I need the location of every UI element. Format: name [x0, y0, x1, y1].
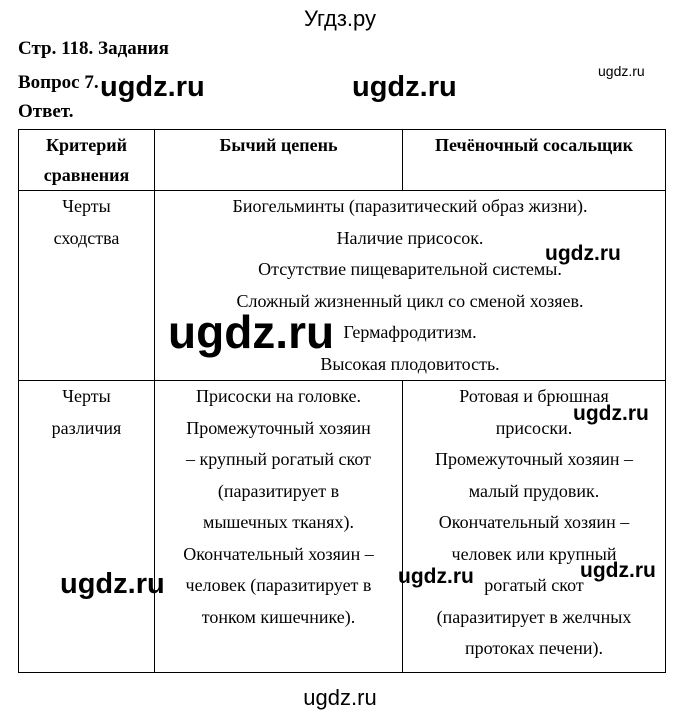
watermark: ugdz.ru	[545, 242, 621, 265]
page-reference: Стр. 118. Задания	[18, 38, 169, 59]
table-header-row	[19, 130, 666, 191]
bull-tapeworm-differences	[155, 381, 403, 673]
question-number: Вопрос 7.	[18, 72, 99, 93]
liver-fluke-line: Промежуточный хозяин –	[434, 449, 634, 469]
table-row-similarity	[19, 191, 666, 381]
liver-fluke-line: протоках печени).	[465, 638, 603, 658]
bull-tapeworm-line: человек (паразитирует в	[185, 575, 372, 595]
liver-fluke-line: присоски.	[495, 417, 573, 438]
site-title: Угдз.ру	[303, 6, 377, 31]
similarity-line: Гермафродитизм.	[343, 322, 477, 342]
watermark: ugdz.ru	[580, 559, 656, 582]
bull-tapeworm-line: (паразитирует в	[217, 480, 340, 501]
liver-fluke-line: Окончательный хозяин –	[438, 512, 630, 532]
watermark: ugdz.ru	[398, 565, 474, 588]
bull-tapeworm-line: Окончательный хозяин –	[183, 543, 374, 564]
liver-fluke-line: рогатый скот	[484, 575, 584, 595]
liver-fluke-line: Ротовая и брюшная	[459, 386, 609, 406]
similarity-line: Наличие присосок.	[336, 227, 484, 248]
watermark: ugdz.ru	[598, 63, 645, 79]
table-row-difference	[19, 381, 666, 673]
criterion-line: различия	[51, 417, 122, 438]
header-criterion-line: Критерий	[45, 135, 128, 155]
answer-label: Ответ.	[18, 101, 74, 122]
bull-tapeworm-line: – крупный рогатый скот	[186, 449, 371, 469]
watermark: ugdz.ru	[573, 402, 649, 425]
criterion-difference	[19, 381, 155, 673]
liver-fluke-line: малый прудовик.	[468, 480, 600, 501]
similarity-line: Сложный жизненный цикл со сменой хозяев.	[236, 290, 584, 311]
criterion-line: сходства	[53, 227, 120, 248]
bull-tapeworm-line: мышечных тканях).	[203, 512, 354, 532]
bull-tapeworm-line: Присоски на головке.	[195, 386, 362, 406]
header-bull-tapeworm: Бычий цепень	[155, 130, 403, 191]
watermark: ugdz.ru	[60, 568, 165, 600]
liver-fluke-line: (паразитирует в желчных	[436, 606, 632, 627]
watermark: ugdz.ru	[168, 306, 335, 358]
criterion-line: Черты	[62, 386, 111, 406]
liver-fluke-line: человек или крупный	[451, 543, 617, 564]
criterion-line: Черты	[62, 196, 111, 216]
watermark: ugdz.ru	[352, 71, 457, 103]
criterion-similarity	[19, 191, 155, 381]
header-liver-fluke: Печёночный сосальщик	[403, 130, 666, 191]
watermark: ugdz.ru	[100, 71, 205, 103]
bull-tapeworm-line: тонком кишечнике).	[201, 606, 356, 627]
site-footer: ugdz.ru	[303, 685, 377, 710]
similarity-line: Отсутствие пищеварительной системы.	[258, 259, 562, 279]
similarity-line: Биогельминты (паразитический образ жизни).	[232, 196, 588, 216]
header-criterion-line: сравнения	[43, 165, 130, 185]
bull-tapeworm-line: Промежуточный хозяин	[186, 417, 371, 438]
similarity-line: Высокая плодовитость.	[320, 353, 500, 374]
header-criterion	[19, 130, 155, 191]
